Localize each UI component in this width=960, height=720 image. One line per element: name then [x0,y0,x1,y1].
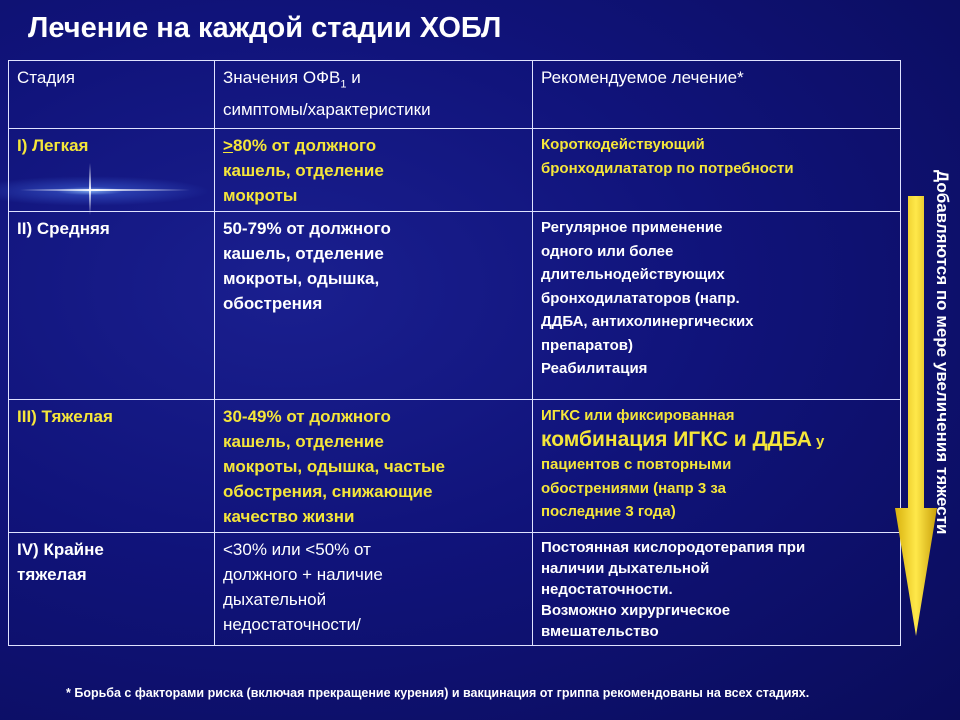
treatment-line: обострениями (напр 3 за [541,479,727,497]
symptoms-line: должного + наличие [223,565,383,584]
table-row [9,400,901,533]
header-stage [9,61,215,129]
stage-cell [9,129,215,212]
stage-cell [9,212,215,400]
greater-equal-sign: > [223,136,233,155]
stage-label: I) Легкая [17,136,89,155]
stage-label: III) Тяжелая [17,407,113,426]
treatment-line: наличии дыхательной [541,560,710,577]
footnote: * Борьба с факторами риска (включая прекращение курения) и вакцинация от гриппа рекомендованы на всех стадиях. [66,686,810,700]
table-row [9,129,901,212]
symptoms-cell [215,400,533,533]
treatment-line: ДДБА, антихолинергических [541,313,754,330]
treatment-line: Регулярное применение [541,219,723,236]
stage-label: IV) Крайне [17,540,104,559]
symptoms-line: недостаточности/ [223,615,361,634]
symptoms-line: мокроты [223,186,298,205]
severity-side-label: Добавляются по мере увеличения тяжести [933,170,952,535]
header-treatment-text: Рекомендуемое лечение* [541,68,744,87]
slide-title: Лечение на каждой стадии ХОБЛ [28,12,502,44]
treatment-line: Реабилитация [541,360,648,377]
treatment-line: ИГКС или фиксированная [541,407,735,424]
stage-label: II) Средняя [17,219,110,238]
treatment-cell [533,129,901,212]
table-row [9,533,901,646]
header-treatment [533,61,901,129]
header-fev-and: и [346,68,361,87]
symptoms-line: <30% или <50% от [223,540,371,559]
treatment-line: Короткодействующий [541,136,705,153]
treatment-cell [533,212,901,400]
header-stage-text: Стадия [17,68,75,87]
symptoms-line: кашель, отделение [223,244,384,263]
header-fev-symptoms [215,61,533,129]
treatment-line: бронходилататор по потребности [541,159,794,177]
treatment-line: одного или более [541,242,674,260]
symptoms-cell [215,212,533,400]
symptoms-line: мокроты, одышка, частые [223,457,446,476]
symptoms-line: дыхательной [223,590,327,609]
header-fev-text: Значения ОФВ [223,68,341,87]
header-fev-subscript: 1 [340,78,347,91]
symptoms-line: качество жизни [223,507,355,526]
header-symptoms-text: симптомы/характеристики [223,100,431,120]
symptoms-line: 30-49% от должного [223,407,391,426]
stage-cell [9,533,215,646]
copd-treatment-table [8,60,901,646]
treatment-line: длительнодействующих [541,266,725,283]
symptoms-line: 50-79% от должного [223,219,391,238]
treatment-line: вмешательство [541,623,659,640]
symptoms-line: обострения, снижающие [223,482,433,501]
symptoms-cell [215,129,533,212]
stage-cell [9,400,215,533]
symptoms-line: кашель, отделение [223,161,384,180]
table-header-row [9,61,901,129]
treatment-line: пациентов с повторными [541,456,732,473]
treatment-emphasis: комбинация ИГКС и ДДБА [541,427,812,451]
treatment-line: препаратов) [541,336,633,354]
treatment-line: Возможно хирургическое [541,602,731,619]
treatment-line: недостаточности. [541,581,673,598]
stage-label: тяжелая [17,565,87,584]
table-row [9,212,901,400]
symptoms-cell [215,533,533,646]
treatment-line: последние 3 года) [541,503,676,520]
treatment-line: Постоянная кислородотерапия при [541,539,806,556]
treatment-cell [533,400,901,533]
treatment-cell [533,533,901,646]
treatment-tail: у [811,432,825,450]
treatment-line: бронходилататоров (напр. [541,289,740,307]
symptoms-line: кашель, отделение [223,432,384,451]
symptoms-line: 80% от должного [232,136,377,155]
symptoms-line: обострения [223,294,323,313]
symptoms-line: мокроты, одышка, [223,269,380,288]
